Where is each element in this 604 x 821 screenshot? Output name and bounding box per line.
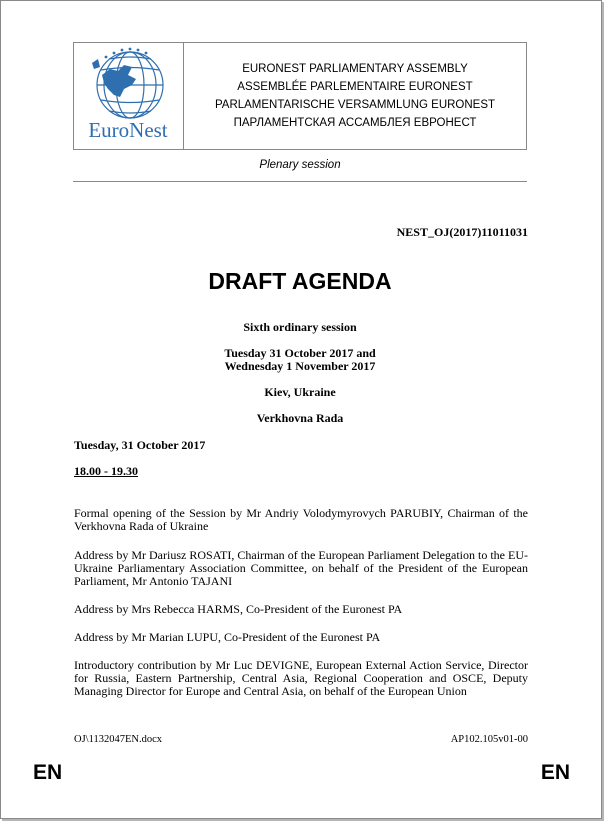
dates-line-2: Wednesday 1 November 2017: [224, 359, 376, 373]
assembly-name-en: EURONEST PARLIAMENTARY ASSEMBLY: [242, 63, 468, 75]
time-slot: 18.00 - 19.30: [74, 464, 138, 478]
day-heading: Tuesday, 31 October 2017: [74, 438, 206, 452]
agenda-item: Address by Mr Marian LUPU, Co-President of the Euronest PA: [74, 630, 381, 644]
agenda-item: Address by Mrs Rebecca HARMS, Co-President of the Euronest PA: [74, 602, 403, 616]
header-divider: [73, 181, 527, 182]
agenda-item: Formal opening of the Session by Mr Andriy Volodymyrovych PARUBIY, Chairman of the Verkhovna Rada of Ukraine: [74, 506, 528, 533]
venue: Verkhovna Rada: [256, 411, 344, 425]
assembly-name-fr: ASSEMBLÉE PARLEMENTAIRE EURONEST: [237, 81, 473, 93]
globe-icon: [74, 45, 182, 125]
agenda-item: Address by Mr Dariusz ROSATI, Chairman of the European Parliament Delegation to the EU-Ukraine Parliamentary Association Committee, on behalf of the President of the European Parliament, Mr Antonio TAJANI: [74, 548, 528, 588]
page-title: DRAFT AGENDA: [208, 268, 392, 294]
location: Kiev, Ukraine: [264, 385, 336, 399]
assembly-name-de: PARLAMENTARISCHE VERSAMMLUNG EURONEST: [214, 99, 496, 111]
euronest-logo: [74, 43, 184, 149]
footer-doc-ref: OJ\1132047EN.docx: [74, 734, 162, 745]
plenary-session-label: Plenary session: [259, 159, 341, 171]
assembly-name-ru: ПАРЛАМЕНТСКАЯ АССАМБЛЕЯ ЕВРОНЕСТ: [233, 117, 477, 129]
footer-code: AP102.105v01-00: [450, 734, 528, 745]
agenda-item: Introductory contribution by Mr Luc DEVIGNE, European External Action Service, Director for Russia, Eastern Partnership, Central Asia, Regional Cooperation and OSCE, Deputy Managing Director for Europe and Central Asia, on behalf of the European Union: [74, 658, 528, 698]
language-code-left: EN: [33, 761, 63, 784]
header-box: [73, 42, 527, 150]
assembly-names: [184, 43, 526, 149]
dates-line-1: Tuesday 31 October 2017 and: [224, 346, 376, 360]
session-name: Sixth ordinary session: [243, 320, 357, 334]
document-reference: NEST_OJ(2017)11011031: [396, 225, 528, 239]
language-code-right: EN: [540, 761, 570, 784]
logo-wordmark: EuroNest: [88, 118, 168, 142]
